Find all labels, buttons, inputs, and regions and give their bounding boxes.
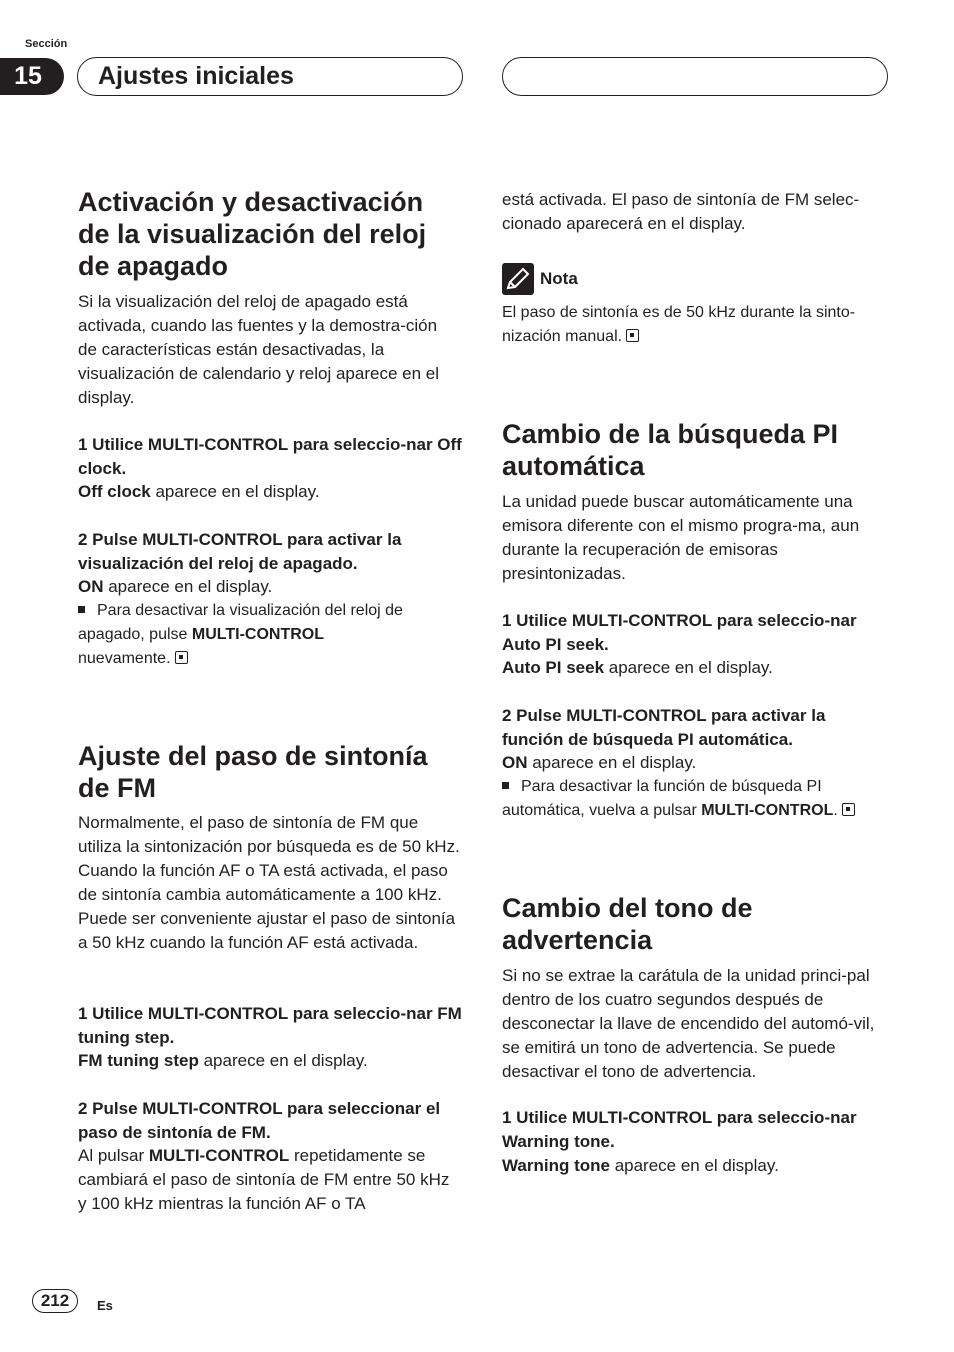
section-label: Sección — [25, 38, 68, 50]
warning-tone-step-1-result: Warning tone aparece en el display. — [502, 1156, 779, 1175]
off-clock-bullet: Para desactivar la visualización del reloj de apagado, pulse MULTI-CONTROL nuevamente. — [78, 602, 403, 667]
fm-step-continuation: está activada. El paso de sintonía de FM selec-cionado aparecerá en el display. — [502, 190, 860, 233]
section-title-pi-seek: Cambio de la búsqueda PI automática — [502, 419, 839, 481]
end-of-section-icon — [175, 651, 188, 664]
warning-tone-intro: Si no se extrae la carátula de la unidad princi-pal dentro de los cuatro segundos después de desconectar la llave de encendido del automó-vil, se emitirá un tono de advertencia. Se puede desactivar el tono de advertencia. — [502, 966, 875, 1081]
pi-seek-step-1: 1 Utilice MULTI-CONTROL para seleccio-nar Auto PI seek. — [502, 611, 857, 654]
section-title-off-clock: Activación y desactivación de la visualización del reloj de apagado — [78, 187, 427, 281]
off-clock-intro: Si la visualización del reloj de apagado está activada, cuando las fuentes y la demostra-ción de características están desactivadas, la visualización de calendario y reloj aparece en el display. — [78, 292, 439, 407]
note-pencil-icon — [502, 263, 534, 295]
section-title-fm-step: Ajuste del paso de sintonía de FM — [78, 741, 428, 803]
pi-seek-bullet: Para desactivar la función de búsqueda PI automática, vuelva a pulsar MULTI-CONTROL. — [502, 775, 890, 823]
fm-step-step-1: 1 Utilice MULTI-CONTROL para seleccio-nar FM tuning step. — [78, 1004, 462, 1047]
pi-seek-step-1-result: Auto PI seek aparece en el display. — [502, 658, 773, 677]
end-of-section-icon — [842, 803, 855, 816]
note-heading: Nota — [502, 263, 578, 295]
end-of-section-icon — [626, 329, 639, 342]
fm-step-step-2: 2 Pulse MULTI-CONTROL para seleccionar el paso de sintonía de FM. — [78, 1099, 441, 1142]
section-number-badge: 15 — [0, 58, 64, 95]
header-empty-box — [502, 57, 888, 96]
off-clock-step-1-result: Off clock aparece en el display. — [78, 482, 320, 501]
off-clock-step-1: 1 Utilice MULTI-CONTROL para seleccio-nar Off clock. — [78, 435, 462, 478]
note-text: El paso de sintonía es de 50 kHz durante la sinto-nización manual. — [502, 304, 856, 345]
language-code: Es — [97, 1298, 113, 1313]
section-title-warning-tone: Cambio del tono de advertencia — [502, 893, 753, 955]
off-clock-step-2: 2 Pulse MULTI-CONTROL para activar la visualización del reloj de apagado. — [78, 530, 402, 573]
fm-step-intro: Normalmente, el paso de sintonía de FM que utiliza la sintonización por búsqueda es de 50 kHz. Cuando la función AF o TA está activada, el paso de sintonía cambia automáticamente a 100 kHz. Puede ser conveniente ajustar el paso de sintonía a 50 kHz cuando la función AF está activada. — [78, 813, 460, 952]
pi-seek-intro: La unidad puede buscar automáticamente una emisora diferente con el mismo progra-ma, aun durante la recuperación de emisoras presintonizadas. — [502, 492, 860, 583]
bullet-square-icon — [502, 782, 509, 789]
pi-seek-step-2-result: ON aparece en el display. — [502, 753, 697, 772]
pi-seek-step-2: 2 Pulse MULTI-CONTROL para activar la función de búsqueda PI automática. — [502, 706, 826, 749]
fm-step-step-1-result: FM tuning step aparece en el display. — [78, 1051, 368, 1070]
chapter-title: Ajustes iniciales — [77, 57, 463, 96]
page-number: 212 — [32, 1289, 78, 1313]
off-clock-step-2-result: ON aparece en el display. — [78, 577, 273, 596]
bullet-square-icon — [78, 606, 85, 613]
warning-tone-step-1: 1 Utilice MULTI-CONTROL para seleccio-nar Warning tone. — [502, 1108, 857, 1151]
fm-step-step-2-result: Al pulsar MULTI-CONTROL repetidamente se cambiará el paso de sintonía de FM entre 50 kHz y 100 kHz mientras la función AF o TA — [78, 1146, 450, 1213]
